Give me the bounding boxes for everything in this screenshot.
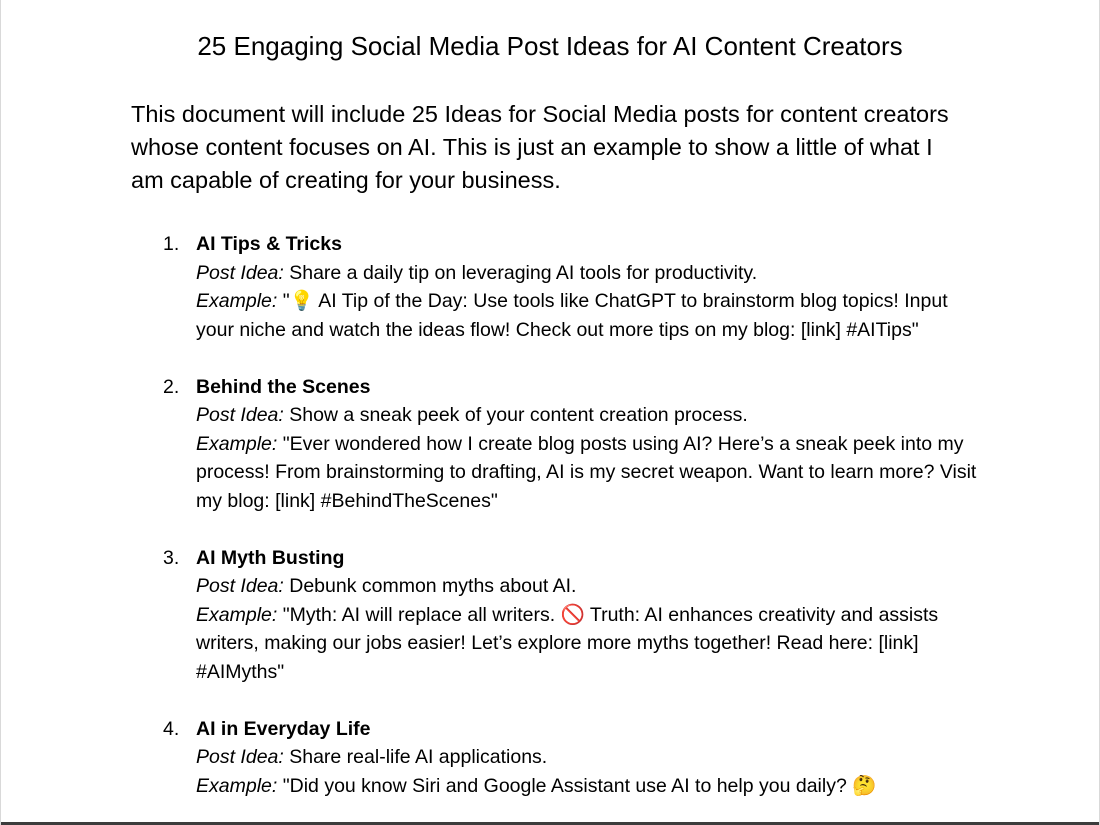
item-number: 4. [163, 717, 180, 740]
item-title: AI in Everyday Life [196, 717, 371, 740]
item-title: AI Myth Busting [196, 546, 345, 569]
post-idea-text: Show a sneak peek of your content creation process. [283, 404, 748, 426]
post-idea-line [196, 572, 986, 601]
example-line [196, 772, 986, 801]
item-title: AI Tips & Tricks [196, 233, 342, 255]
list-item [1, 373, 986, 516]
example-text: "Myth: AI will replace all writers. 🚫 Truth: AI enhances creativity and assists writers, making our jobs easier! Let’s explore more myths together! Read here: [link] #AIMyths" [196, 603, 939, 683]
post-idea-line [196, 743, 986, 772]
list-item [1, 230, 986, 344]
item-title: Behind the Scenes [196, 375, 371, 398]
example-label: Example: [196, 290, 278, 312]
example-line [196, 287, 986, 344]
example-text: "Did you know Siri and Google Assistant use AI to help you daily? 🤔 [277, 774, 877, 797]
intro-paragraph: This document will include 25 Ideas for Social Media posts for content creators whose content focuses on AI. This is just an example to show a little of what I am capable of creating for your business. [131, 101, 949, 193]
example-line [196, 601, 986, 687]
post-idea-label: Post Idea: [196, 746, 284, 768]
post-idea-label: Post Idea: [196, 261, 284, 284]
list-item [1, 715, 986, 801]
post-idea-text: Share a daily tip on leveraging AI tools for productivity. [283, 261, 758, 284]
post-idea-line [196, 401, 986, 430]
ideas-list [1, 230, 1100, 825]
post-idea-label: Post Idea: [196, 575, 284, 597]
post-idea-text: Debunk common myths about AI. [283, 575, 577, 597]
example-text: "Ever wondered how I create blog posts using AI? Here’s a sneak peek into my process! From brainstorming to drafting, AI is my secret weapon. Want to learn more? Visit my blog: [link] #BehindTheScenes" [196, 432, 977, 512]
item-number: 2. [163, 375, 180, 398]
document-title: 25 Engaging Social Media Post Ideas for AI Content Creators [197, 31, 903, 61]
example-label: Example: [196, 603, 278, 626]
post-idea-label: Post Idea: [196, 404, 284, 426]
post-idea-text: Share real-life AI applications. [283, 746, 548, 768]
example-label: Example: [196, 774, 278, 797]
example-label: Example: [196, 432, 278, 455]
item-number: 1. [163, 233, 180, 255]
post-idea-line [196, 259, 986, 288]
example-line [196, 430, 986, 516]
list-item [1, 544, 986, 687]
example-text: "💡 AI Tip of the Day: Use tools like ChatGPT to brainstorm blog topics! Input your niche and watch the ideas flow! Check out more tips on my blog: [link] #AITips" [196, 290, 948, 341]
item-number: 3. [163, 546, 180, 569]
